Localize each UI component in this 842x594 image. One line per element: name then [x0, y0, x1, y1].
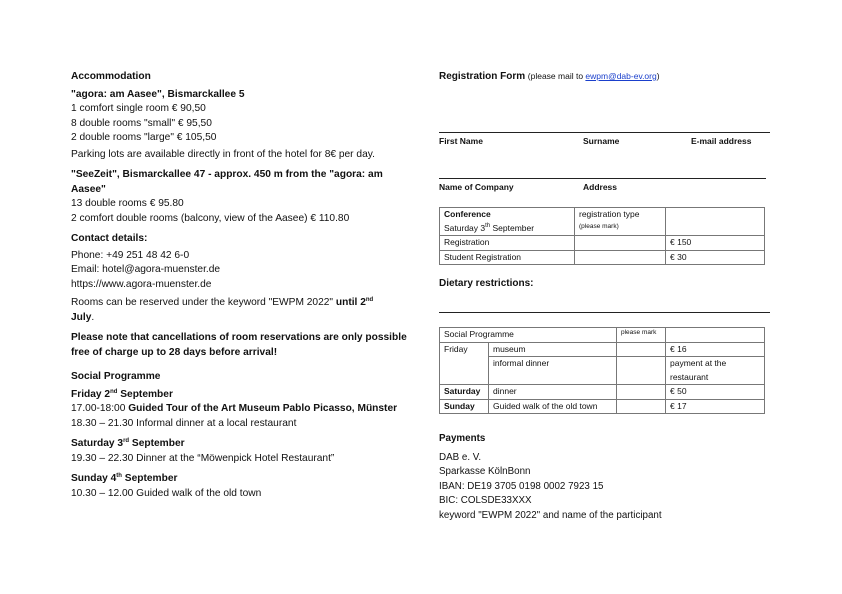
- dinner-cell: dinner: [489, 385, 617, 400]
- day-sup: rd: [123, 438, 130, 444]
- hotel1-room: 8 double rooms "small" € 95,50: [71, 117, 212, 129]
- mark-box[interactable]: [617, 342, 666, 357]
- first-name-label: First Name: [439, 136, 483, 146]
- event: Guided Tour of the Art Museum Pablo Picasso, Münster: [128, 403, 398, 414]
- payment-line: keyword "EWPM 2022" and name of the participant: [439, 509, 662, 521]
- dietary-label: Dietary restrictions:: [439, 278, 534, 289]
- friday-heading: [71, 388, 411, 403]
- table-row: [440, 342, 765, 357]
- social-heading: Social Programme: [71, 371, 161, 382]
- day-label: Sunday 4: [71, 473, 117, 484]
- conference-cell: [440, 208, 575, 236]
- table-row: [440, 399, 765, 414]
- day-label: Saturday 3: [71, 438, 124, 449]
- note-post: ): [656, 71, 660, 81]
- first-name-line[interactable]: [439, 132, 770, 133]
- date-post: September: [490, 222, 535, 233]
- contact-website: https://www.agora-muenster.de: [71, 278, 212, 290]
- table-row: [440, 328, 765, 343]
- until-month: July: [71, 311, 92, 323]
- surname-label: Surname: [583, 136, 620, 146]
- hotel2-name: "SeeZeit", Bismarckallee 47 - approx. 450 m from the "agora: am Aasee": [71, 169, 383, 195]
- friday-line: [71, 402, 411, 417]
- accommodation-column: [71, 70, 411, 501]
- payments-heading: Payments: [439, 433, 486, 444]
- museum-price: € 16: [666, 342, 765, 357]
- contact-email: Email: hotel@agora-muenster.de: [71, 264, 221, 275]
- company-label: Name of Company: [439, 182, 514, 192]
- table-row: [440, 357, 765, 385]
- time: 17.00-18:00: [71, 403, 129, 414]
- day-month: September: [129, 438, 185, 449]
- friday-line: 18.30 – 21.30 Informal dinner at a local restaurant: [71, 417, 297, 429]
- museum-cell: museum: [489, 342, 617, 357]
- sunday-cell: Sunday: [440, 399, 489, 414]
- mark-box[interactable]: [617, 357, 666, 385]
- mark-box[interactable]: [575, 236, 666, 251]
- date-sup: th: [485, 222, 491, 229]
- conference-date: [444, 222, 570, 236]
- social-table-header: Social Programme: [440, 328, 617, 343]
- contact-phone: Phone: +49 251 48 42 6-0: [71, 249, 190, 261]
- registration-title: Registration Form: [439, 71, 526, 82]
- row-price: € 150: [666, 236, 765, 251]
- dietary-line[interactable]: [439, 312, 770, 313]
- table-row: [440, 385, 765, 400]
- table-row: [440, 208, 765, 236]
- date-pre: Saturday 3: [444, 222, 486, 233]
- conference-label: Conference: [444, 209, 491, 219]
- payment-line: BIC: COLSDE33XXX: [439, 495, 532, 506]
- until-text: until 2: [335, 297, 366, 308]
- mark-box[interactable]: [617, 385, 666, 400]
- empty-cell: [666, 328, 765, 343]
- social-table: [439, 327, 765, 414]
- mark-box[interactable]: [575, 250, 666, 265]
- type-label: registration type: [579, 209, 640, 219]
- hotel2-room: 2 comfort double rooms (balcony, view of the Aasee) € 110.80: [71, 212, 350, 224]
- until-sup: nd: [365, 297, 374, 303]
- contact-heading: Contact details:: [71, 233, 148, 244]
- table-row: [440, 236, 765, 251]
- registration-title-row: [439, 71, 660, 82]
- walk-cell: Guided walk of the old town: [489, 399, 617, 414]
- friday-cell: Friday: [440, 342, 489, 385]
- row-price: € 30: [666, 250, 765, 265]
- accommodation-heading: Accommodation: [71, 71, 151, 82]
- walk-price: € 17: [666, 399, 765, 414]
- saturday-line: 19.30 – 22.30 Dinner at the “Möwenpick Hotel Restaurant”: [71, 452, 335, 464]
- payments-block: [439, 432, 771, 523]
- day-label: Friday 2: [71, 388, 111, 400]
- sunday-line: 10.30 – 12.00 Guided walk of the old town: [71, 487, 262, 499]
- please-mark: (please mark): [579, 222, 619, 230]
- informal-cell: informal dinner: [489, 357, 617, 385]
- payment-line: Sparkasse KölnBonn: [439, 466, 531, 477]
- saturday-cell: Saturday: [440, 385, 489, 400]
- note-pre: (please mail to: [527, 71, 586, 81]
- row-label: Registration: [440, 236, 575, 251]
- email-label: E-mail address: [691, 136, 752, 146]
- registration-table: [439, 207, 765, 265]
- company-line[interactable]: [439, 178, 766, 179]
- keyword-end: .: [91, 311, 95, 323]
- table-row: [440, 250, 765, 265]
- saturday-heading: [71, 437, 411, 452]
- day-sup: th: [116, 473, 122, 479]
- informal-price: payment at the restaurant: [666, 357, 765, 385]
- hotel1-name: "agora: am Aasee", Bismarckallee 5: [71, 88, 245, 100]
- dinner-price: € 50: [666, 385, 765, 400]
- type-cell: [575, 208, 666, 236]
- day-month: September: [117, 388, 173, 400]
- payment-line: IBAN: DE19 3705 0198 0002 7923 15: [439, 480, 604, 492]
- hotel1-room: 1 comfort single room € 90,50: [71, 103, 206, 114]
- day-month: September: [121, 473, 178, 484]
- registration-email-link[interactable]: ewpm@dab-ev.org: [585, 71, 657, 81]
- row-label: Student Registration: [440, 250, 575, 265]
- keyword-note: [71, 296, 411, 325]
- cancellation-note: Please note that cancellations of room reservations are only possible free of charge up to 28 days before arrival!: [71, 332, 407, 358]
- registration-note: [528, 71, 660, 81]
- address-label: Address: [583, 182, 618, 192]
- hotel1-room: 2 double rooms "large" € 105,50: [71, 132, 217, 143]
- payment-line: DAB e. V.: [439, 451, 482, 463]
- empty-cell: [666, 208, 765, 236]
- hotel2-room: 13 double rooms € 95.80: [71, 198, 184, 209]
- sunday-heading: [71, 472, 411, 487]
- mark-box[interactable]: [617, 399, 666, 414]
- please-mark-header: please mark: [617, 328, 666, 343]
- parking-note: Parking lots are available directly in front of the hotel for 8€ per day.: [71, 148, 375, 160]
- day-sup: nd: [110, 388, 118, 395]
- keyword-text: Rooms can be reserved under the keyword "EWPM 2022": [71, 297, 336, 308]
